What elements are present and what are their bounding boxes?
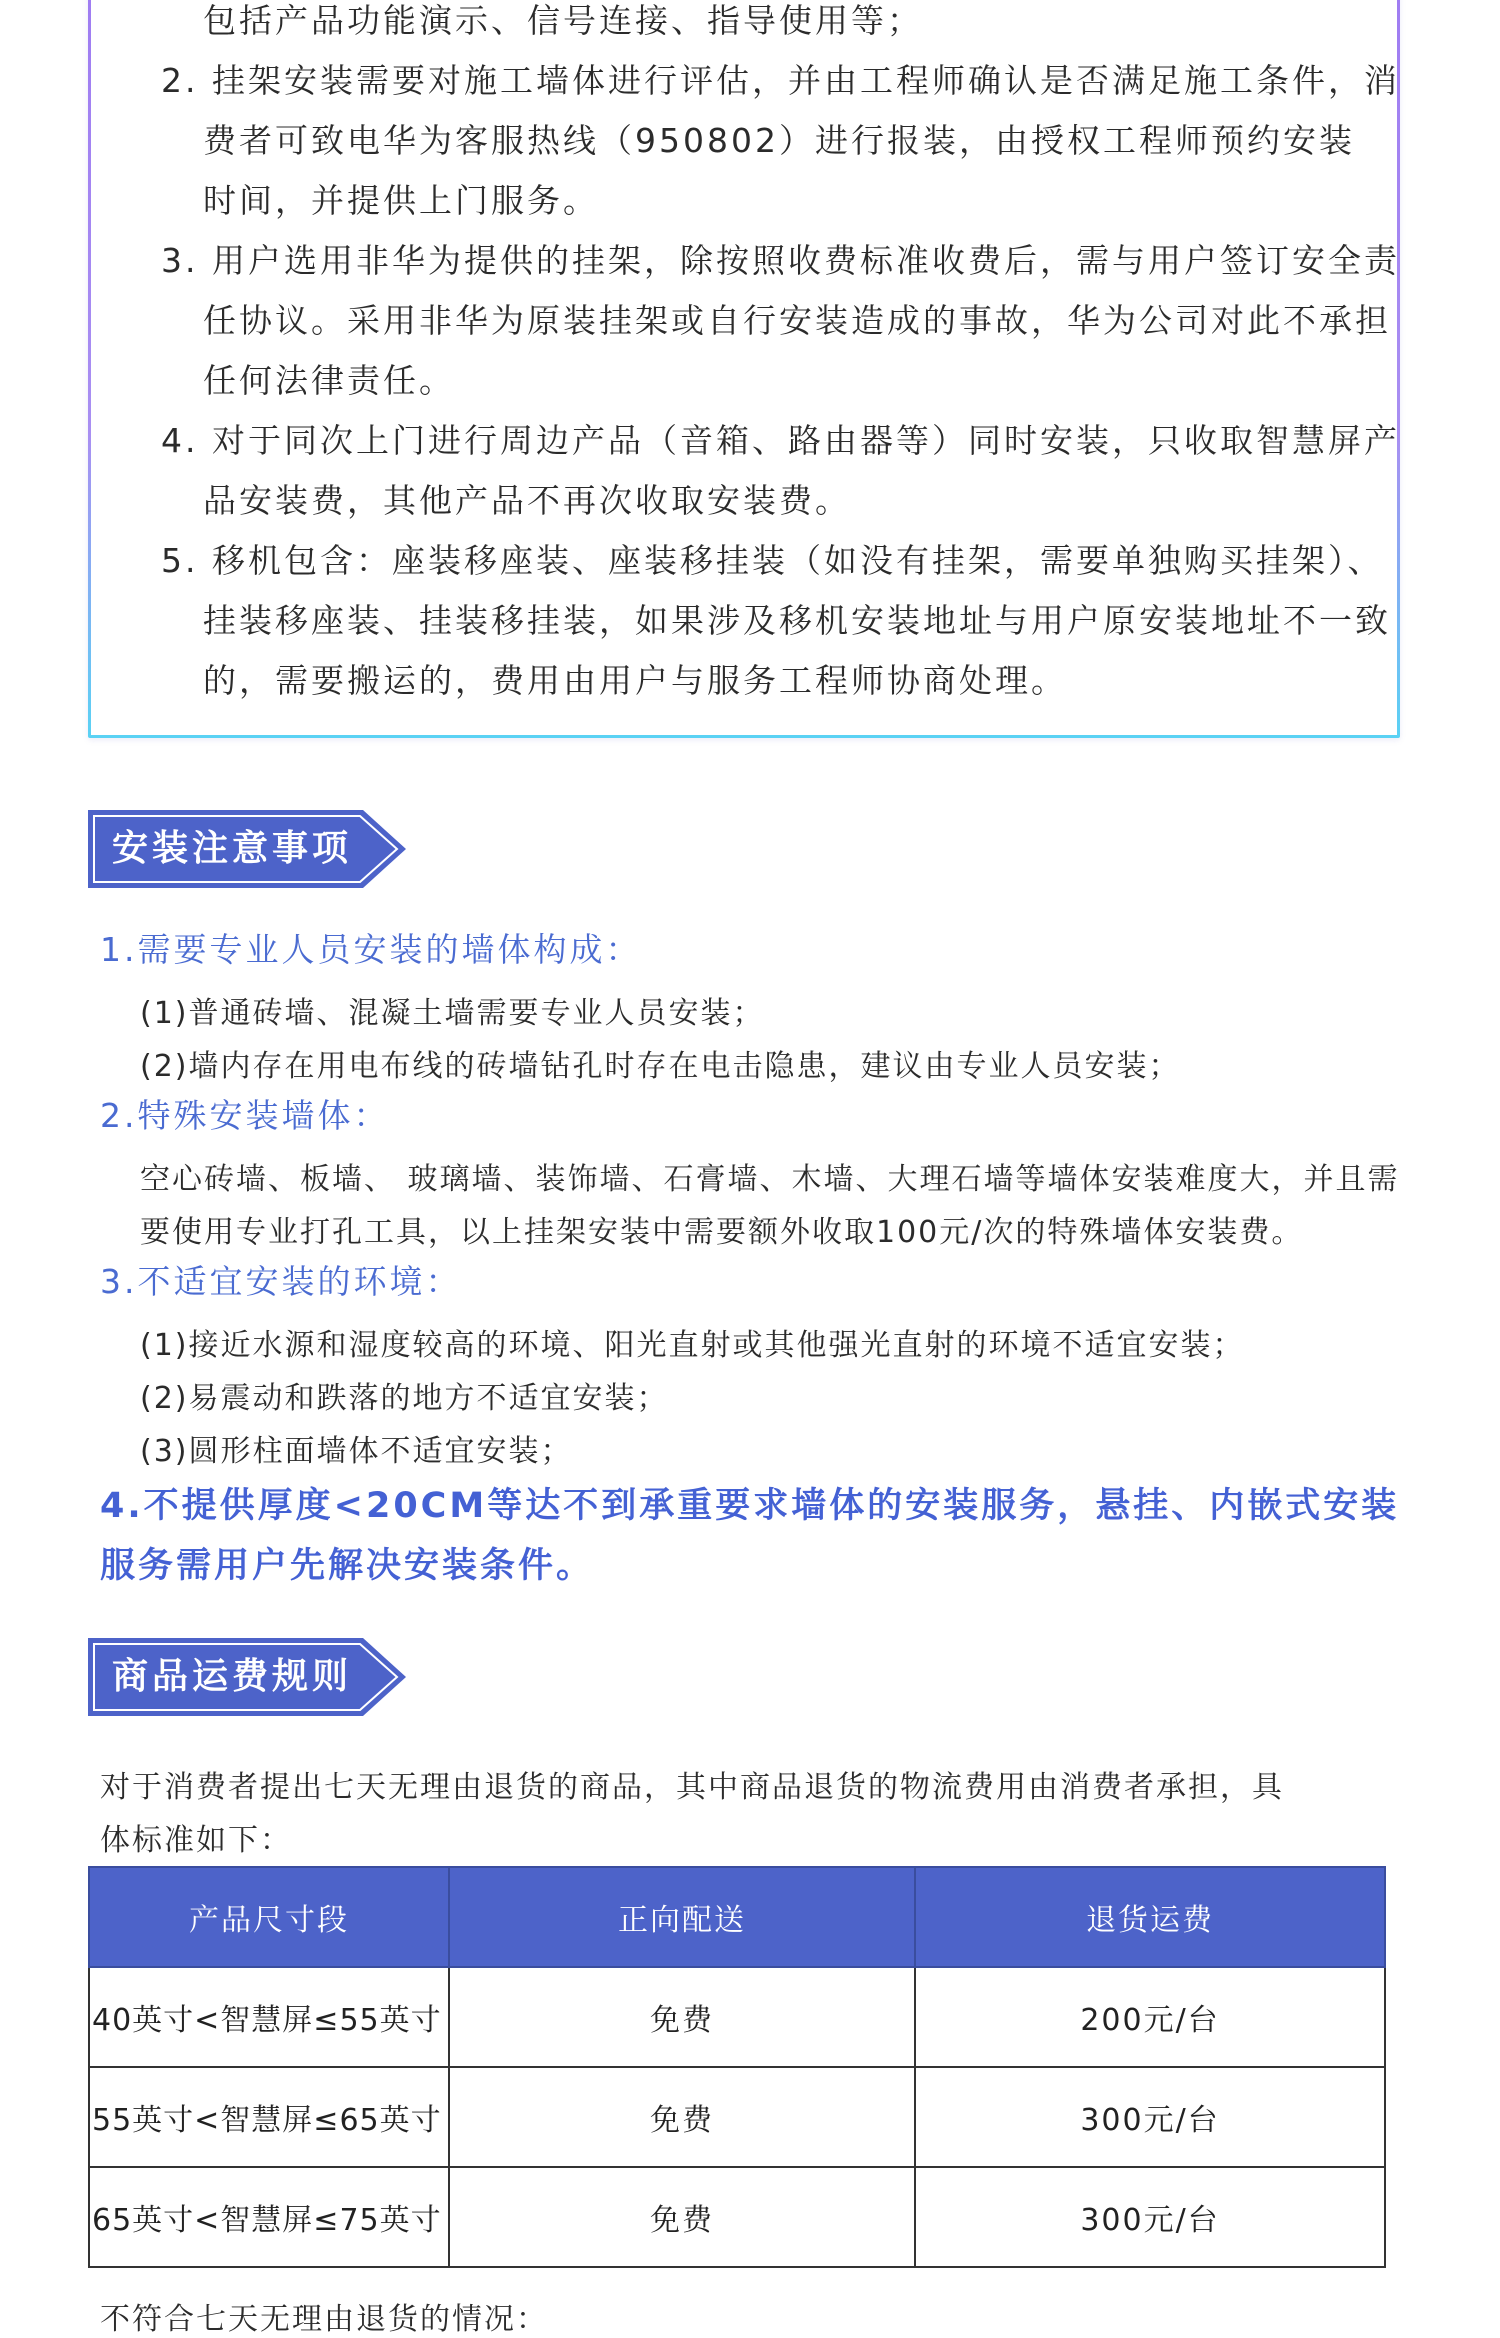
notes-heading-2: 2.特殊安装墙体：: [100, 1096, 390, 1135]
installation-info-card: [88, 0, 1400, 738]
notes-heading-1: 1.需要专业人员安装的墙体构成：: [100, 930, 642, 969]
notes-item: (2)墙内存在用电布线的砖墙钻孔时存在电击隐患，建议由专业人员安装；: [140, 1049, 1181, 1084]
notes-paragraph-line: 空心砖墙、板墙、 玻璃墙、装饰墙、石膏墙、木墙、大理石墙等墙体安装难度大，并且需: [140, 1162, 1400, 1197]
return-fee-cell: 300元/台: [915, 2167, 1385, 2267]
notes-item: (1)接近水源和湿度较高的环境、阳光直射或其他强光直射的环境不适宜安装；: [140, 1328, 1245, 1363]
size-cell: 55英寸<智慧屏≤65英寸: [89, 2067, 449, 2167]
notes-heading-3: 3.不适宜安装的环境：: [100, 1262, 462, 1301]
section-banner-install-notes: [88, 810, 406, 888]
size-cell: 65英寸<智慧屏≤75英寸: [89, 2167, 449, 2267]
notes-item: (1)普通砖墙、混凝土墙需要专业人员安装；: [140, 996, 765, 1031]
section-title: 商品运费规则: [112, 1656, 353, 1697]
card-line: 挂装移座装、挂装移挂装，如果涉及移机安装地址与用户原安装地址不一致: [203, 601, 1391, 640]
table-row: [89, 2067, 1385, 2167]
notes-paragraph-line: 要使用专业打孔工具，以上挂架安装中需要额外收取100元/次的特殊墙体安装费。: [140, 1215, 1304, 1250]
section-title: 安装注意事项: [112, 828, 353, 869]
card-line: 品安装费，其他产品不再次收取安装费。: [203, 481, 851, 520]
notes-heading-4-cont: 服务需用户先解决安装条件。: [100, 1546, 595, 1586]
notes-heading-4: 4.不提供厚度<20CM等达不到承重要求墙体的安装服务，悬挂、内嵌式安装: [100, 1486, 1400, 1526]
notes-item: (2)易震动和跌落的地方不适宜安装；: [140, 1381, 669, 1416]
shipping-intro-line: 对于消费者提出七天无理由退货的商品，其中商品退货的物流费用由消费者承担，具: [100, 1770, 1284, 1805]
table-row: [89, 2167, 1385, 2267]
card-line: 任何法律责任。: [203, 361, 455, 400]
table-row: [89, 1967, 1385, 2067]
card-line: 4. 对于同次上门进行周边产品（音箱、路由器等）同时安装，只收取智慧屏产: [161, 421, 1400, 460]
card-line: 时间，并提供上门服务。: [203, 181, 599, 220]
return-exceptions-heading: 不符合七天无理由退货的情况：: [100, 2302, 548, 2337]
card-line: 的，需要搬运的，费用由用户与服务工程师协商处理。: [203, 661, 1067, 700]
card-line: 包括产品功能演示、信号连接、指导使用等；: [203, 1, 923, 40]
delivery-cell: 免费: [449, 2167, 915, 2267]
card-line: 3. 用户选用非华为提供的挂架，除按照收费标准收费后，需与用户签订安全责: [161, 241, 1400, 280]
card-line: 5. 移机包含：座装移座装、座装移挂装（如没有挂架，需要单独购买挂架）、: [161, 541, 1384, 580]
section-banner-shipping: [88, 1638, 406, 1716]
size-cell: 40英寸<智慧屏≤55英寸: [89, 1967, 449, 2067]
delivery-cell: 免费: [449, 2067, 915, 2167]
notes-item: (3)圆形柱面墙体不适宜安装；: [140, 1434, 573, 1469]
column-header-return-fee: 退货运费: [915, 1867, 1385, 1967]
card-line: 2. 挂架安装需要对施工墙体进行评估，并由工程师确认是否满足施工条件，消: [161, 61, 1400, 100]
column-header-delivery: 正向配送: [449, 1867, 915, 1967]
table-header-row: [89, 1867, 1385, 1967]
return-fee-cell: 200元/台: [915, 1967, 1385, 2067]
column-header-size: 产品尺寸段: [89, 1867, 449, 1967]
card-line: 费者可致电华为客服热线（950802）进行报装，由授权工程师预约安装: [203, 121, 1355, 160]
return-fee-cell: 300元/台: [915, 2067, 1385, 2167]
delivery-cell: 免费: [449, 1967, 915, 2067]
shipping-intro-line: 体标准如下：: [100, 1823, 292, 1858]
card-line: 任协议。采用非华为原装挂架或自行安装造成的事故，华为公司对此不承担: [203, 301, 1391, 340]
shipping-fee-table: [88, 1866, 1386, 2268]
